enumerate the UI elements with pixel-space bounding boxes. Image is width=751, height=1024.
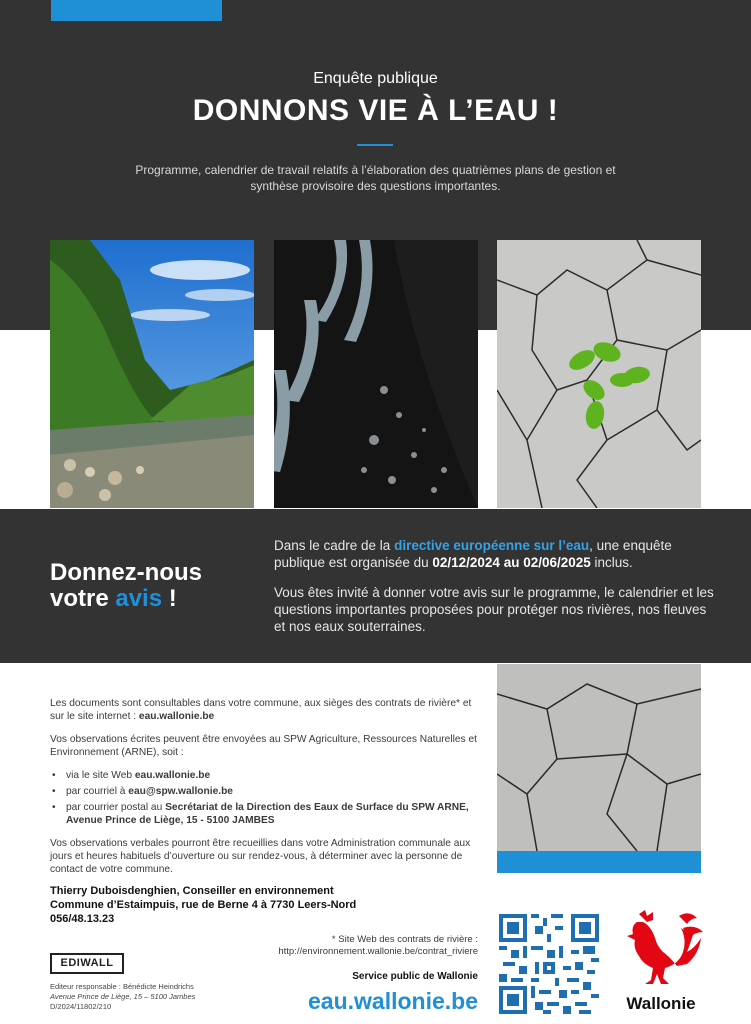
- title-rule: [357, 144, 393, 146]
- cta-line-2-post: !: [162, 585, 177, 612]
- cta-highlight: avis: [115, 585, 163, 612]
- page-title: DONNONS VIE À L’EAU !: [192, 94, 559, 127]
- contact-phone: 056/48.13.23: [50, 913, 115, 925]
- footnote-label: * Site Web des contrats de rivière :: [331, 934, 478, 945]
- drought-seedling-photo: [497, 240, 701, 508]
- service-name: Service public de Wallonie: [352, 971, 478, 982]
- river-photo: [50, 240, 254, 508]
- top-accent-bar: [51, 0, 222, 21]
- intro-text: [274, 537, 714, 648]
- consultation-paragraph: [50, 697, 480, 723]
- consultation-text: Les documents sont consultables dans votre commune, aux sièges des contrats de rivière* et sur le site internet :: [50, 698, 472, 722]
- intro-text-c: inclus.: [590, 555, 633, 570]
- list-item: [50, 769, 480, 782]
- web-link[interactable]: eau.wallonie.be: [134, 770, 211, 781]
- body-text: [50, 697, 480, 886]
- publisher-address: Avenue Prince de Liège, 15 – 5100 Jambes: [50, 992, 196, 1001]
- subtitle: Programme, calendrier de travail relatifs à l’élaboration des quatrièmes plans de gestion et synthèse provisoire des questions importantes.: [135, 163, 616, 193]
- contact-name: Thierry Duboisdenghien, Conseiller en environnement: [50, 885, 334, 897]
- cta-heading: [50, 560, 202, 612]
- cta-line-1: Donnez-nous: [50, 559, 202, 586]
- footnote: [240, 934, 478, 958]
- list-item: [50, 801, 480, 827]
- cracked-earth-photo: [497, 664, 701, 851]
- water-fountain-photo: [274, 240, 478, 508]
- email-link[interactable]: eau@spw.wallonie.be: [128, 786, 233, 797]
- website-url[interactable]: eau.wallonie.be: [308, 988, 478, 1014]
- kicker: Enquête publique: [313, 70, 438, 87]
- qr-code-icon[interactable]: [499, 914, 599, 1014]
- submission-list: [50, 769, 480, 827]
- footnote-url[interactable]: http://environnement.wallonie.be/contrat_riviere: [278, 946, 478, 957]
- list-item-text: par courriel à: [66, 786, 129, 797]
- intro-paragraph-2: Vous êtes invité à donner votre avis sur le programme, le calendrier et les questions importantes proposées pour protéger nos rivières, nos fleuves et nos eaux souterraines.: [274, 585, 714, 634]
- accent-strip: [497, 851, 701, 873]
- publisher-name: Editeur responsable : Bénédicte Heindrichs: [50, 982, 194, 991]
- verbal-observations-paragraph: Vos observations verbales pourront être recueillies dans votre Administration communale aux jours et heures habituels d’ouverture ou sur rendez-vous, à déterminer avec la personne de contact de votre commune.: [50, 838, 471, 875]
- printer-logo: EDIWALL: [50, 953, 124, 974]
- intro-paragraph-1: [274, 537, 714, 571]
- postal-address: Secrétariat de la Direction des Eaux de Surface du SPW ARNE, Avenue Prince de Liège, 15 - 5100 JAMBES: [66, 802, 469, 826]
- legal-deposit: D/2024/11802/210: [50, 1002, 112, 1011]
- publisher-info: [50, 982, 250, 1012]
- inquiry-dates: 02/12/2024 au 02/06/2025: [432, 555, 591, 570]
- cta-line-2-pre: votre: [50, 585, 116, 612]
- list-item: [50, 785, 480, 798]
- wallonie-logo-text: Wallonie: [626, 994, 696, 1013]
- list-item-text: via le site Web: [66, 770, 135, 781]
- intro-text-b: , une enquête publique est organisée du: [274, 538, 672, 570]
- observations-paragraph: Vos observations écrites peuvent être envoyées au SPW Agriculture, Ressources Naturelles et Environnement (ARNE), soit :: [50, 734, 477, 758]
- cta-line-2: [50, 586, 202, 612]
- intro-text-a: Dans le cadre de la: [274, 538, 395, 553]
- contact-address: Commune d’Estaimpuis, rue de Berne 4 à 7730 Leers-Nord: [50, 899, 357, 911]
- website-link-inline[interactable]: eau.wallonie.be: [138, 711, 215, 722]
- contact-block: [50, 884, 490, 926]
- list-item-text: par courrier postal au: [66, 802, 166, 813]
- directive-link[interactable]: directive européenne sur l’eau: [394, 538, 590, 553]
